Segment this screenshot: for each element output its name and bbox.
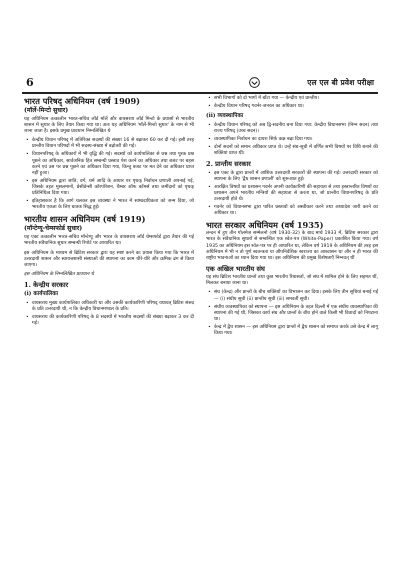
list-item: • केन्द्रीय विधान परिषद् में अतिरिक्त सदस्यों की संख्या 16 से बढ़ाकर 60 कर दी गई। इसी तरह प्रान्तीय विधान परिषदों में भी सदस्य-संख्या में बढ़ोतरी की गई। (24, 138, 194, 150)
list-item: • केन्द्र में द्वैध शासन — इस अधिनियम द्वारा प्रान्तों में द्वैध शासन को समाप्त करके उसे केन्द्र में लागू किया गया। (206, 325, 378, 337)
paragraph: इस अधिनियम के माध्यम से ब्रिटिश सरकार द्वारा यह स्पष्ट करने का प्रयास किया गया कि भारत में उत्तरदायी शासन और स्वायत्तशासी संस्थाओं की स्थापना का काम धीरे-धीरे और क्रमिक ढंग से किया जाएगा। (24, 250, 194, 268)
bullet-list-1909 (24, 138, 194, 211)
list-item: • सभी विभागों को दो भागों में बाँटा गया — केन्द्रीय एवं प्रान्तीय। (206, 96, 378, 102)
section-subtitle-1919: (मॉन्टेग्यू-चेम्सफोर्ड सुधार) (24, 225, 83, 233)
paragraph: यह संघ ब्रिटिश भारतीय प्रान्तों तथा कुछ भारतीय रियासतों, जो संघ में शामिल होने के लिए सहमत थीं, मिलकर बनाया जाना था। (206, 275, 378, 287)
paragraph: यह अधिनियम तत्कालीन भारत-सचिव लॉर्ड मॉर्ले और वायसराय लॉर्ड मिन्टो के प्रयासों से भारतीय शासन में सुधार के लिए तैयार किया गया था। अतः यह अधिनियम 'मॉर्ले-मिन्टो सुधार' के नाम से भी जाना जाता है। इसके प्रमुख प्रावधान निम्नलिखित थे (24, 117, 194, 135)
page-number: 6 (26, 76, 34, 89)
list-item: • केन्द्रीय विधान परिषद् गवर्नर-जनरल का अधिकार था। (206, 104, 378, 110)
bullet-list-legislature (206, 123, 378, 157)
logo-icon (249, 77, 260, 88)
bullet-list-executive (24, 301, 194, 327)
bullet-list-federation (206, 290, 378, 337)
list-item: • दोनों सदनों को समान अधिकार प्राप्त थे। उन्हें संघ-सूची में वर्णित सभी विषयों पर विधि बनाने की शक्तियां प्राप्त थीं। (206, 145, 378, 157)
list-item: • आरक्षित विषयों का प्रशासन गवर्नर अपनी कार्यकारिणी की सहायता से तथा हस्तान्तरित विषयों का प्रशासन अपने भारतीय मन्त्रियों की सहायता से करता था, जो प्रान्तीय विधानपरिषद् के प्रति उत्तरदायी होते थे। (206, 185, 378, 203)
list-item: • केन्द्रीय विधान परिषद् को अब द्वि-सदनीय बना दिया गया: केन्द्रीय विधानसभा (निम्न सदन) तथा राज्य परिषद् (उच्च सदन)। (206, 123, 378, 135)
list-item: • इतिहासकार है कि आगे चलकर इस व्यवस्था ने भारत में साम्प्रदायिकता को जन्म दिया, जो भारतीय एकता के लिए घातक सिद्ध हुई। (24, 199, 194, 211)
list-item: • वायसराय की कार्यकारिणी परिषद् के 8 सदस्यों में भारतीय सदस्यों की संख्या बढ़ाकर 3 कर दी गई। (24, 315, 194, 327)
heading-executive: (i) कार्यपालिका (24, 291, 58, 298)
bullet-list-top (206, 96, 378, 110)
paragraph: लन्दन में हुए तीन गोलमेज सम्मेलनों (वर्ष 1930-32) के बाद मार्च 1933 में, ब्रिटिश सरकार द्वारा भारत के संवैधानिक सुधारों से सम्बन्धित एक श्वेत-पत्र (White-Paper) प्रकाशित किया गया। वर्ष 1935 का अधिनियम इस श्वेत-पत्र पर ही आधारित था, लेकिन वर्ष 1919 के अधिनियम की तरह इस अधिनियम में भी न तो पूर्ण स्वतन्त्रता या औपनिवेशिक स्वराज्य का आश्वासन था और न ही भारत की राष्ट्रीय भावनाओं का ध्यान दिया गया था। इस अधिनियम की प्रमुख विशेषताएँ निम्नवत् थीं (206, 231, 378, 261)
list-item: • संघीय व्यवस्थापिका को स्थापना — इस अधिनियम के तहत दिल्ली में एक संघीय व्यवस्थापिका की स्थापना की गई थी, जिसका कार्य संघ और प्रान्तों के बीच होने वाले किसी भी विवादों को निपटाना था। (206, 305, 378, 323)
list-item: • वायसराय मुख्य कार्यपालिका अधिकारी था और उसकी कार्यकारिणी परिषद् यथावत् ब्रिटिश संसद के प्रति उत्तरदायी थी, न कि केन्द्रीय विधानमण्डल के प्रति। (24, 301, 194, 313)
list-item: • इस अधिनियम द्वारा जाति, वर्ग, धर्म आदि के आधार पर पृथक् निर्वाचन प्रणाली अपनाई गई, जिसके तहत मुसलमानों, प्रेसीडेन्सी कॉरपोरेशन, चैम्बर ऑफ कॉमर्स तथा जमींदारों को पृथक् प्रतिनिधित्व दिया गया। (24, 179, 194, 197)
left-column (24, 96, 194, 330)
heading-legislature: (ii) व्यवस्थापिका (206, 113, 244, 120)
page-header (22, 78, 378, 94)
heading-federation: एक अखिल भारतीय संघ (206, 264, 265, 273)
list-item: • इस एक्ट के द्वारा प्रान्तों में आंशिक उत्तरदायी सरकारों की स्थापना की गई। उत्तरदायी सरकार को स्थापना के लिए 'द्वैध शासन प्रणाली' को शुरूआत हुई। (206, 171, 378, 183)
book-title: एल एल बी प्रवेश परीक्षा (307, 78, 374, 87)
section-title-1935: भारत सरकार अधिनियम (वर्ष 1935) (206, 220, 324, 231)
list-item: • गवर्नर को विधानसभा द्वारा पारित प्रस्तावों को अस्वीकार करने तथा अध्यादेश जारी करने का अधिकार था। (206, 205, 378, 217)
section-title-1919: भारतीय शासन अधिनियम (वर्ष 1919) (24, 214, 146, 225)
bullet-list-provincial (206, 171, 378, 218)
paragraph: यह एक्ट तत्कालीन भारत-सचिव मॉन्टेग्यू और भारत के वायसराय लॉर्ड चेम्सफोर्ड द्वारा तैयार की गई भारतीय संवैधानिक सुधार सम्बन्धी रिपोर्ट पर आधारित था। (24, 235, 194, 247)
section-subtitle-1909: (मॉर्ले-मिन्टो सुधार) (24, 107, 69, 114)
right-column (206, 96, 378, 340)
list-item: • व्यवस्थापिका निर्वाचन का दायरा सिर्फ़ कक्ष बढ़ा दिया गया। (206, 137, 378, 143)
heading-provincial-govt: 2. प्रान्तीय सरकार (206, 160, 251, 169)
section-title-1909: भारत परिषद् अधिनियम (वर्ष 1909) (24, 96, 141, 106)
list-item: • विधानपरिषद् के अधिकारों में भी वृद्धि की गई। सदस्यों को कार्यपालिका से प्रश्न तथा पूरक प्रश्न पूछने का अधिकार, सार्वजनिक हित सम्बन्धी प्रस्ताव पेश करने का अधिकार तथा बजट पर बहस करने एवं उस पर प्रश्न पूछने का अधिकार दिया गया, किन्तु बजट पर मत देने का अधिकार प्राप्त नहीं हुआ। (24, 152, 194, 176)
list-item: • संघ (केन्द्र) और प्रान्तों के बीच शक्तियों का विभाजन कर दिया। इसके लिए तीन सूचियां बनाई गईं — (i) संघीय सूची (ii) प्रान्तीय सूची (iii) समवर्ती सूची। (206, 290, 378, 302)
heading-central-govt: 1. केन्द्रीय सरकार (24, 280, 69, 289)
lead-text: इस अधिनियम के निम्नलिखित प्रावधान थे (24, 271, 94, 277)
